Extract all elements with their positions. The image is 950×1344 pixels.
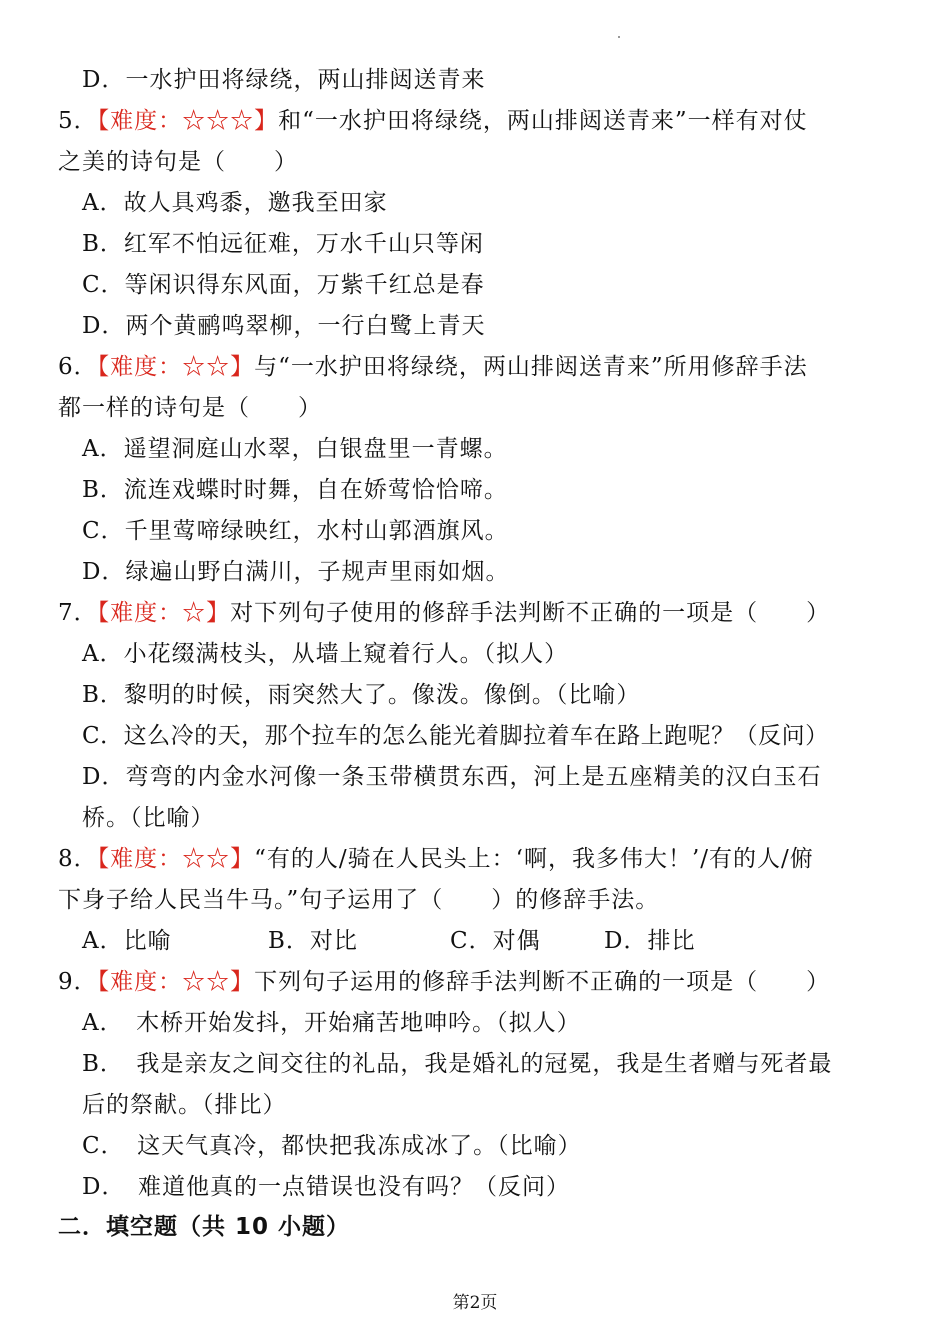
- q9-option-b-cont: 后的祭献。（排比）: [82, 1092, 287, 1118]
- q7-stem-text: 对下列句子使用的修辞手法判断不正确的一项是（ ）: [230, 600, 831, 626]
- q9-option-a: A． 木桥开始发抖，开始痛苦地呻吟。（拟人）: [82, 1010, 581, 1036]
- q7-option-c: C．这么冷的天，那个拉车的怎么能光着脚拉着车在路上跑呢？（反问）: [82, 723, 829, 749]
- q6-number: 6．: [58, 354, 98, 380]
- q8-option-d: D．排比: [604, 928, 696, 954]
- section-heading: 二．填空题（共 10 小题）: [58, 1214, 351, 1240]
- q5-option-b: B．红军不怕远征难，万水千山只等闲: [82, 231, 484, 257]
- q7-option-d: D．弯弯的内金水河像一条玉带横贯东西，河上是五座精美的汉白玉石: [82, 764, 822, 790]
- q7-option-d-cont: 桥。（比喻）: [82, 805, 215, 831]
- q5-stem-cont: 之美的诗句是（ ）: [58, 149, 298, 175]
- q9-difficulty-tag: 【难度：☆☆】: [97, 969, 255, 995]
- q9-option-c: C． 这天气真冷，都快把我冻成冰了。（比喻）: [82, 1133, 582, 1159]
- q7-number: 7．: [58, 600, 98, 626]
- page-number: 第2页: [452, 1293, 498, 1313]
- q6-stem: [58, 350, 898, 384]
- q6-option-a: A．遥望洞庭山水翠，白银盘里一青螺。: [82, 436, 508, 462]
- q6-option-b: B．流连戏蝶时时舞，自在娇莺恰恰啼。: [82, 477, 508, 503]
- speck: [618, 36, 620, 38]
- q7-option-b: B．黎明的时候，雨突然大了。像泼。像倒。（比喻）: [82, 682, 641, 708]
- q5-difficulty-tag: 【难度：☆☆☆】: [97, 108, 279, 134]
- q8-difficulty-tag: 【难度：☆☆】: [97, 846, 255, 872]
- q8-stem: [58, 842, 898, 876]
- q8-option-c: C．对偶: [450, 928, 541, 954]
- q5-number: 5．: [58, 108, 98, 134]
- q5-option-c: C．等闲识得东风面，万紫千红总是春: [82, 272, 485, 298]
- q6-option-c: C．千里莺啼绿映红，水村山郭酒旗风。: [82, 518, 509, 544]
- q6-stem-cont: 都一样的诗句是（ ）: [58, 395, 322, 421]
- q5-stem-text: 和“一水护田将绿绕，两山排闼送青来”一样有对仗: [278, 108, 808, 134]
- q7-option-a: A．小花缀满枝头，从墙上窥着行人。（拟人）: [82, 641, 569, 667]
- q5-option-a: A．故人具鸡黍，邀我至田家: [82, 190, 388, 216]
- q8-stem-text: “有的人/骑在人民头上：‘啊，我多伟大！’/有的人/俯: [254, 846, 814, 872]
- q4-option-d: D．一水护田将绿绕，两山排闼送青来: [82, 67, 486, 93]
- q5-stem: [58, 104, 898, 138]
- q5-option-d: D．两个黄鹂鸣翠柳，一行白鹭上青天: [82, 313, 486, 339]
- q6-option-d: D．绿遍山野白满川，子规声里雨如烟。: [82, 559, 510, 585]
- q9-option-d: D． 难道他真的一点错误也没有吗？（反问）: [82, 1174, 570, 1200]
- q9-stem-text: 下列句子运用的修辞手法判断不正确的一项是（ ）: [254, 969, 831, 995]
- q6-difficulty-tag: 【难度：☆☆】: [97, 354, 255, 380]
- q8-option-b: B．对比: [268, 928, 358, 954]
- q8-number: 8．: [58, 846, 98, 872]
- q9-number: 9．: [58, 969, 98, 995]
- q7-stem: [58, 596, 898, 630]
- q8-options: [82, 924, 922, 958]
- q8-stem-cont: 下身子给人民当牛马。”句子运用了（ ）的修辞手法。: [58, 887, 660, 913]
- q9-stem: [58, 965, 898, 999]
- q9-option-b: B． 我是亲友之间交往的礼品，我是婚礼的冠冕，我是生者赠与死者最: [82, 1051, 833, 1077]
- q8-option-a: A．比喻: [82, 928, 172, 954]
- q7-difficulty-tag: 【难度：☆】: [97, 600, 231, 626]
- q6-stem-text: 与“一水护田将绿绕，两山排闼送青来”所用修辞手法: [254, 354, 808, 380]
